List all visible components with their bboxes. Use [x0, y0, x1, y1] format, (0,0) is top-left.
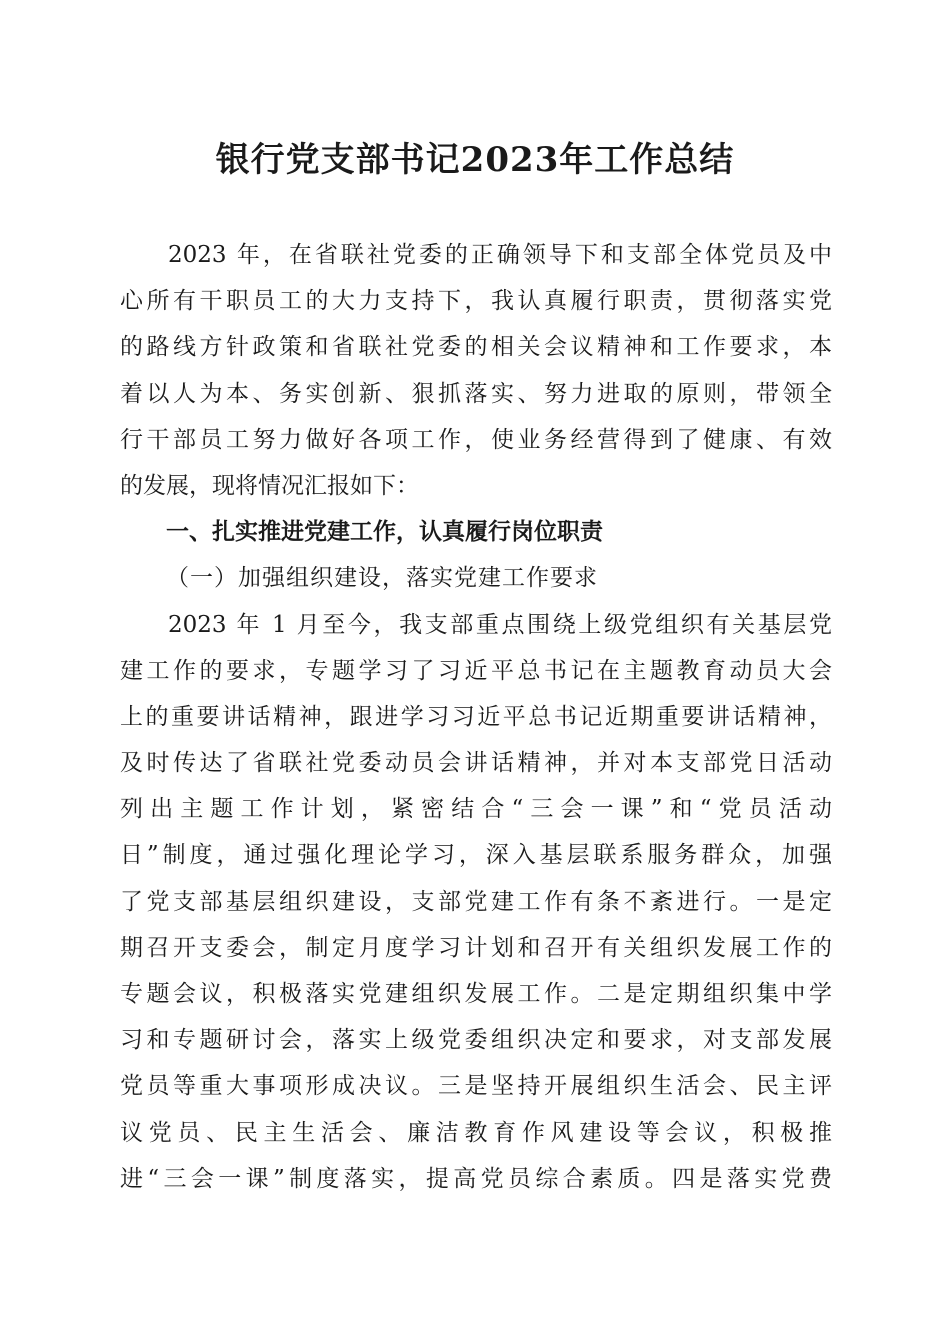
paragraph-line: 着以人为本、务实创新、狠抓落实、努力进取的原则，带领全: [120, 380, 832, 407]
paragraph-line: 进“三会一课”制度落实，提高党员综合素质。四是落实党费: [120, 1165, 832, 1192]
section-heading: 一、扎实推进党建工作，认真履行岗位职责: [166, 519, 603, 546]
paragraph-line: 建工作的要求，专题学习了习近平总书记在主题教育动员大会: [120, 657, 832, 684]
subsection-heading: （一）加强组织建设，落实党建工作要求: [166, 565, 598, 592]
paragraph-line: 及时传达了省联社党委动员会讲话精神，并对本支部党日活动: [120, 750, 832, 777]
paragraph-line: 期召开支委会，制定月度学习计划和召开有关组织发展工作的: [120, 934, 832, 961]
paragraph-line: 列出主题工作计划，紧密结合“三会一课”和“党员活动: [120, 796, 832, 823]
document-title: 银行党支部书记2023年工作总结: [215, 140, 735, 180]
paragraph-line: 行干部员工努力做好各项工作，使业务经营得到了健康、有效: [120, 426, 832, 453]
paragraph-line: 2023 年 1 月至今，我支部重点围绕上级党组织有关基层党: [168, 611, 832, 638]
document-body: [120, 232, 832, 1202]
paragraph-line: 的发展，现将情况汇报如下：: [120, 472, 419, 499]
paragraph-line: 议党员、民主生活会、廉洁教育作风建设等会议，积极推: [120, 1119, 832, 1146]
paragraph-line: 上的重要讲话精神，跟进学习习近平总书记近期重要讲话精神，: [120, 703, 832, 730]
paragraph-line: 日”制度，通过强化理论学习，深入基层联系服务群众，加强: [120, 842, 832, 869]
paragraph-line: 党员等重大事项形成决议。三是坚持开展组织生活会、民主评: [120, 1073, 832, 1100]
paragraph-line: 心所有干职员工的大力支持下，我认真履行职责，贯彻落实党: [120, 288, 832, 315]
paragraph-line: 习和专题研讨会，落实上级党委组织决定和要求，对支部发展: [120, 1027, 832, 1054]
paragraph-line: 2023 年，在省联社党委的正确领导下和支部全体党员及中: [168, 242, 832, 268]
paragraph-line: 的路线方针政策和省联社党委的相关会议精神和工作要求，本: [120, 334, 832, 361]
paragraph-line: 专题会议，积极落实党建组织发展工作。二是定期组织集中学: [120, 981, 832, 1007]
paragraph-line: 了党支部基层组织建设，支部党建工作有条不紊进行。一是定: [120, 888, 832, 915]
